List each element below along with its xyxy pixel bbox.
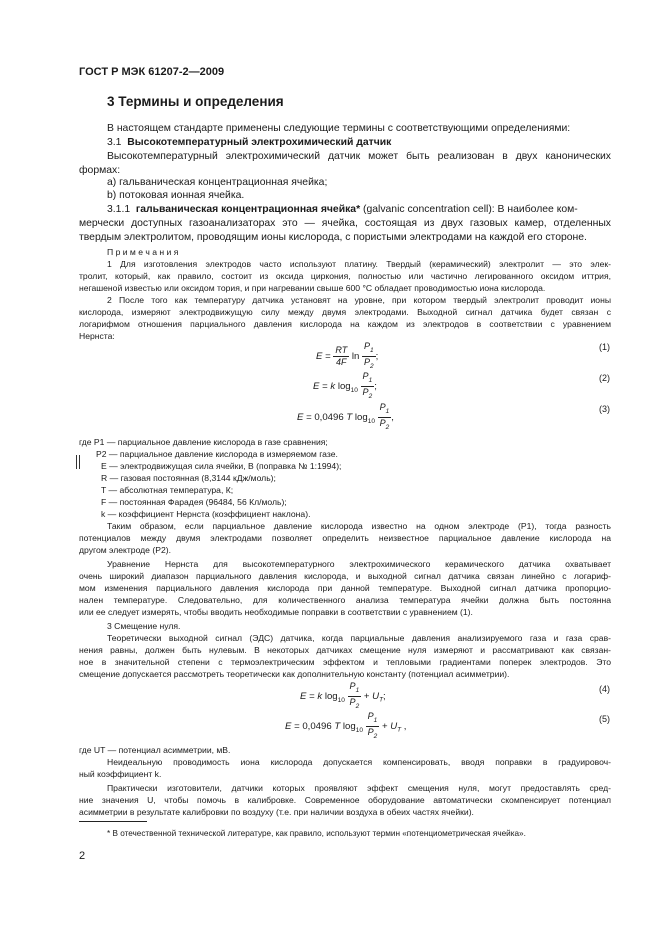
section-title: 3 Термины и определения bbox=[107, 94, 284, 109]
paragraph-line: потенциалов между двумя электродами позволяет определить неизвестное парциальное давление кислорода на bbox=[79, 533, 611, 543]
note-line: 2 После того как температуру датчика установят на уровне, при котором твердый электролит проводит ионы bbox=[107, 295, 611, 305]
paragraph-line: нален температуре. Следовательно, для количественного анализа температура ячейки должна быть постоянна bbox=[79, 595, 611, 605]
where-item: T — абсолютная температура, К; bbox=[101, 485, 234, 495]
paragraph-line: или ее следует измерять, чтобы вводить необходимые поправки в соответствии с уравнением (1). bbox=[79, 607, 473, 617]
note-line: тролит, который, как правило, состоит из оксида циркония, полностью или частично легированного оксидом иттрия, bbox=[79, 271, 611, 281]
document-header: ГОСТ Р МЭК 61207-2—2009 bbox=[79, 66, 225, 78]
note-line: логарифмом отношения парциального давления кислорода на каждом из электродов в соответствии с уравнением bbox=[79, 319, 611, 329]
term-title: Высокотемпературный электрохимический датчик bbox=[127, 137, 392, 148]
paragraph-line: формах: bbox=[79, 165, 121, 176]
term-3-1-1 bbox=[107, 203, 611, 217]
change-bar bbox=[79, 455, 80, 469]
note-line: Нернста: bbox=[79, 331, 115, 341]
equation-number: (1) bbox=[599, 342, 610, 352]
paragraph-line: асимметрии в результате калибровки по воздуху (т.е. при наличии воздуха в обеих частях ячейки). bbox=[79, 807, 474, 817]
paragraph-line: очень широкий диапазон парциального давления кислорода, и выходной сигнал датчика связан линейно с логариф- bbox=[79, 571, 611, 581]
equation-3: E = 0,0496 T $\log_{10}$ $\frac{P_1}{P_2}$ , bbox=[297, 402, 394, 431]
note-line: 1 Для изготовления электродов часто используют платину. Твердый (керамический) электролит — это элек- bbox=[107, 259, 611, 269]
equation-number: (3) bbox=[599, 404, 610, 414]
where-item: R — газовая постоянная (8,3144 кДж/моль); bbox=[101, 473, 276, 483]
where-item: где UT — потенциал асимметрии, мВ. bbox=[79, 745, 231, 755]
paragraph-line: Таким образом, если парциальное давление кислорода известно на одном электроде (P1), тогда разность bbox=[107, 521, 611, 531]
equation-number: (5) bbox=[599, 714, 610, 724]
paragraph-line: Практически изготовители, датчики которых проявляют эффект смещения нуля, могут предоставлять сред- bbox=[107, 783, 611, 793]
change-bar bbox=[76, 455, 77, 469]
equation-number: (4) bbox=[599, 684, 610, 694]
equation-1: E = $\frac{RT}{4F}$ ln $\frac{P_1}{P_2}$ ; bbox=[316, 341, 379, 370]
term-number: 3.1.1 bbox=[107, 204, 131, 215]
note-item: 3 Смещение нуля. bbox=[107, 621, 181, 631]
equation-5: E = 0,0496 T $\log_{10}$ $\frac{P_1}{P_2}$ + $U_T$ , bbox=[285, 711, 407, 740]
paragraph-line: смещение допускается рассмотреть теоретически как дополнительную константу (потенциал асимметрии). bbox=[79, 669, 510, 679]
paragraph-line: Теоретически выходной сигнал (ЭДС) датчика, когда парциальные давления анализируемого газа и газа срав- bbox=[107, 633, 611, 643]
list-item: a) гальваническая концентрационная ячейка; bbox=[107, 177, 328, 188]
note-line: негашеной известью или оксидом тория, и при нагревании свыше 600 °С обладает проводимостью иона кислорода. bbox=[79, 283, 546, 293]
where-item: P2 — парциальное давление кислорода в измеряемом газе. bbox=[96, 449, 338, 459]
paragraph-line: ние значения U, чтобы помочь в калибровке. Современное оборудование автоматически скомпенсирует потенциал bbox=[79, 795, 611, 805]
paragraph-line: другом электроде (P2). bbox=[79, 545, 171, 555]
paragraph-line: ное в значительной степени с термоэлектрическим эффектом и тепловыми градиентами поперек электродов. Это bbox=[79, 657, 611, 667]
paragraph-line: ный коэффициент k. bbox=[79, 769, 162, 779]
paragraph-line: твердым электролитом, проводящим ионы кислорода, с пористыми электродами на каждой его стороне. bbox=[79, 232, 587, 243]
intro-paragraph: В настоящем стандарте применены следующие термины с соответствующими определениями: bbox=[107, 123, 571, 134]
equation-4: E = k $\log_{10}$ $\frac{P_1}{P_2}$ + $U_T$; bbox=[300, 681, 386, 710]
paragraph-line: мом изменения парциального давления кислорода при данной температуре. Выходной сигнал датчика пропорцио- bbox=[79, 583, 611, 593]
list-item: b) потоковая ионная ячейка. bbox=[107, 190, 245, 201]
where-item: E — электродвижущая сила ячейки, В (поправка № 1:1994); bbox=[101, 461, 342, 471]
term-english: (galvanic concentration cell): В наиболее ком- bbox=[360, 204, 578, 215]
paragraph-line: мерчески доступных газоанализаторах это — ячейка, состоящая из двух газовых камер, отделенных bbox=[79, 218, 611, 229]
term-number: 3.1 bbox=[107, 137, 122, 148]
paragraph-line: Уравнение Нернста для высокотемпературного электрохимического керамического датчика охватывает bbox=[107, 559, 611, 569]
footnote-rule bbox=[79, 821, 147, 822]
footnote: * В отечественной технической литературе, как правило, используют термин «потенциометрическая ячейка». bbox=[107, 829, 526, 838]
paragraph-line: Неидеальную проводимость иона кислорода допускается компенсировать, вводя поправки в градуировоч- bbox=[107, 757, 611, 767]
paragraph-line: Высокотемпературный электрохимический датчик может быть реализован в двух канонических bbox=[107, 151, 611, 162]
equation-2: E = k $\log_{10}$ $\frac{P_1}{P_2}$ ; bbox=[313, 371, 377, 400]
notes-heading: П р и м е ч а н и я bbox=[107, 247, 179, 257]
paragraph-line: нения равны, должен быть нулевым. В некоторых датчиках смещение нуля измеряют и рассматривают как связан- bbox=[79, 645, 611, 655]
where-item: k — коэффициент Нернста (коэффициент наклона). bbox=[101, 509, 311, 519]
term-title: гальваническая концентрационная ячейка* bbox=[135, 204, 361, 215]
page-number: 2 bbox=[79, 850, 86, 862]
where-item: F — постоянная Фарадея (96484, 56 Кл/моль); bbox=[101, 497, 287, 507]
term-3-1 bbox=[107, 136, 639, 150]
where-item: где P1 — парциальное давление кислорода в газе сравнения; bbox=[79, 437, 328, 447]
equation-number: (2) bbox=[599, 373, 610, 383]
note-line: кислорода, измеряют электродвижущую силу между двумя электродами. Выходной сигнал датчика будет связан с bbox=[79, 307, 611, 317]
